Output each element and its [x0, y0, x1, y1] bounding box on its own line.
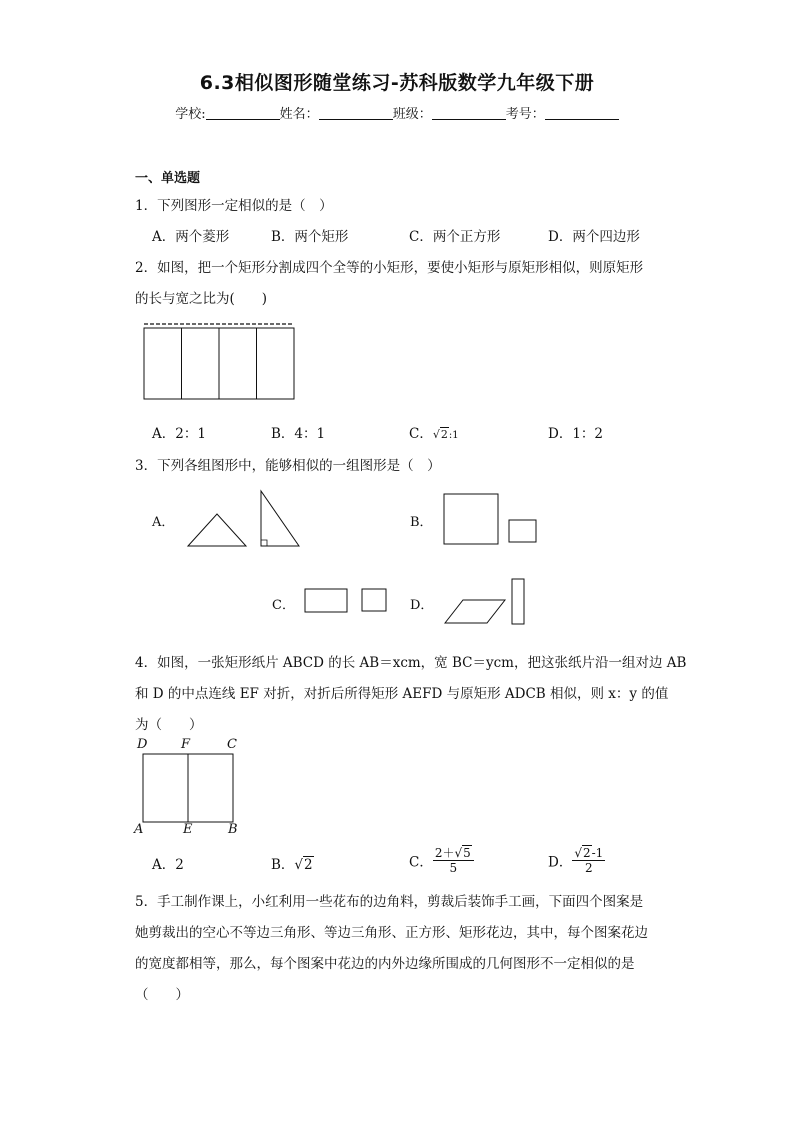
q2-option-c-suffix: :1 — [448, 430, 459, 441]
label-c: C — [227, 737, 237, 752]
q3-option-b-label: B． — [410, 515, 433, 530]
q3-option-a-triangles — [185, 488, 305, 550]
q2-option-c-prefix: C． — [409, 426, 433, 442]
question-2-line-1: 2．如图，把一个矩形分割成四个全等的小矩形，要使小矩形与原矩形相似，则原矩形 — [135, 260, 644, 276]
question-3-text: 3．下列各组图形中，能够相似的一组图形是（ ） — [135, 458, 441, 474]
q2-option-a: A．2：1 — [152, 426, 206, 442]
sqrt-symbol: √2 — [432, 428, 448, 441]
q4-option-b-prefix: B． — [271, 857, 295, 873]
label-b: B — [228, 822, 238, 837]
q2-option-b: B．4：1 — [271, 426, 326, 442]
q3-option-d-label: D． — [410, 598, 434, 613]
question-5-line-4: （ ） — [135, 987, 189, 1003]
question-5-line-2: 她剪裁出的空心不等边三角形、等边三角形、正方形、矩形花边，其中，每个图案花边 — [135, 925, 648, 941]
q4-option-d-prefix: D． — [548, 854, 573, 871]
question-4-line-2: 和 D 的中点连线 EF 对折，对折后所得矩形 AEFD 与原矩形 ADCB 相似，则 x：y 的值 — [135, 686, 669, 702]
q3-option-a-label: A． — [152, 515, 175, 530]
question-5-line-1: 5．手工制作课上，小红利用一些花布的边角料，剪裁后装饰手工画，下面四个图案是 — [135, 894, 644, 910]
q4-option-d-fraction: $\frac{√2-1}{2}$ — [574, 846, 604, 875]
q4-rectangle-figure — [142, 753, 234, 823]
question-5-line-3: 的宽度都相等，那么，每个图案中花边的内外边缘所围成的几何图形不一定相似的是 — [135, 956, 635, 972]
question-4-line-3: 为（ ） — [135, 717, 203, 733]
q2-rectangle-figure — [140, 320, 300, 402]
school-blank — [206, 107, 280, 120]
student-info-line — [0, 103, 794, 122]
name-label: 姓名： — [279, 107, 319, 122]
question-4-line-1: 4．如图，一张矩形纸片 ABCD 的长 AB＝xcm，宽 BC＝ycm，把这张纸片沿一组对边 AB — [135, 655, 687, 671]
q3-option-c-rectangles — [303, 587, 393, 615]
q4-option-c — [409, 846, 474, 875]
section-heading: 一、单选题 — [135, 171, 201, 186]
q2-option-c — [409, 422, 459, 442]
question-2-line-2: 的长与宽之比为( ) — [135, 291, 268, 307]
q4-option-c-prefix: C． — [409, 854, 433, 871]
q3-option-d-shapes — [443, 576, 528, 628]
q1-option-c: C．两个正方形 — [409, 229, 501, 245]
q3-option-b-squares — [442, 492, 542, 547]
q2-option-d: D．1：2 — [548, 426, 604, 442]
school-label: 学校: — [175, 107, 206, 122]
q4-option-a: A．2 — [152, 857, 184, 873]
q4-option-b — [271, 853, 314, 873]
q3-option-c-label: C． — [272, 598, 295, 613]
q4-option-d — [548, 846, 605, 875]
label-d: D — [137, 737, 148, 752]
question-1-text: 1．下列图形一定相似的是（ ） — [135, 198, 333, 214]
q4-option-c-fraction: $\frac{2+√5}{5}$ — [433, 846, 474, 875]
name-blank — [319, 107, 393, 120]
label-f: F — [181, 737, 191, 752]
class-blank — [432, 107, 506, 120]
q1-option-b: B．两个矩形 — [271, 229, 349, 245]
number-label: 考号： — [505, 107, 545, 122]
label-e: E — [183, 822, 193, 837]
number-blank — [545, 107, 619, 120]
q1-option-d: D．两个四边形 — [548, 229, 640, 245]
page-title: 6.3相似图形随堂练习-苏科版数学九年级下册 — [199, 72, 595, 94]
q1-option-a: A．两个菱形 — [152, 229, 230, 245]
label-a: A — [134, 822, 144, 837]
sqrt-symbol: √2 — [294, 857, 313, 873]
class-label: 班级： — [392, 107, 432, 122]
